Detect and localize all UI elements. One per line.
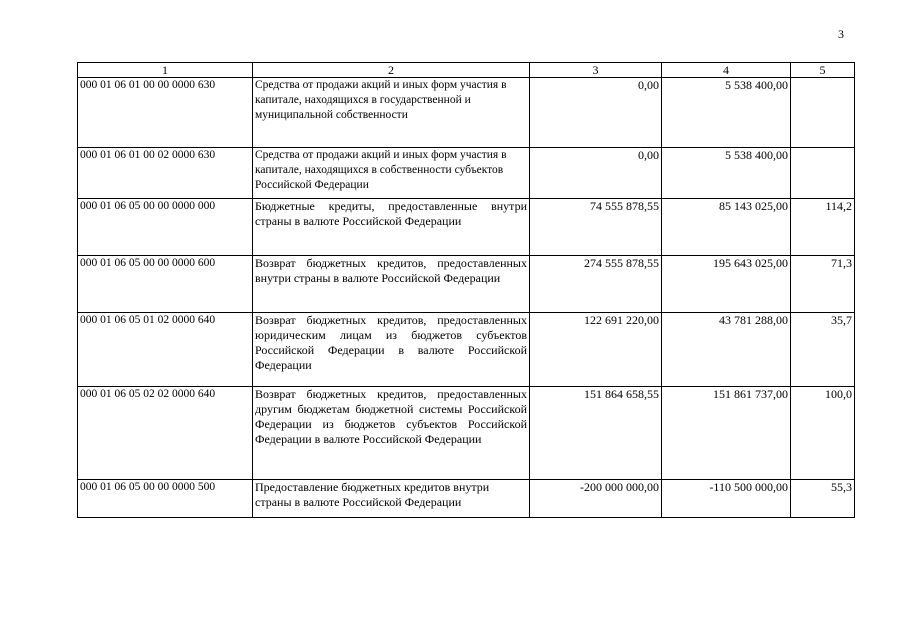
row-value-col4: 5 538 400,00 — [662, 78, 791, 148]
column-header-3: 3 — [530, 63, 662, 78]
row-value-col5: 114,2 — [791, 199, 855, 256]
row-code: 000 01 06 05 00 00 0000 600 — [78, 256, 253, 313]
row-value-col3: 74 555 878,55 — [530, 199, 662, 256]
page-number: 3 — [838, 27, 844, 41]
row-name: Предоставление бюджетных кредитов внутри страны в валюте Российской Федерации — [253, 480, 530, 518]
row-value-col3: 122 691 220,00 — [530, 313, 662, 387]
row-value-col4: -110 500 000,00 — [662, 480, 791, 518]
row-value-col4: 85 143 025,00 — [662, 199, 791, 256]
column-header-5: 5 — [791, 63, 855, 78]
row-value-col4: 5 538 400,00 — [662, 148, 791, 199]
row-value-col4: 43 781 288,00 — [662, 313, 791, 387]
budget-sources-table — [77, 62, 855, 518]
row-name: Средства от продажи акций и иных форм участия в капитале, находящихся в государственной и муниципальной собственности — [253, 78, 530, 148]
table-row — [78, 78, 855, 148]
table-row — [78, 387, 855, 480]
row-value-col3: 274 555 878,55 — [530, 256, 662, 313]
row-name: Бюджетные кредиты, предоставленные внутри страны в валюте Российской Федерации — [253, 199, 530, 256]
table-header — [78, 63, 855, 78]
row-name: Средства от продажи акций и иных форм участия в капитале, находящихся в собственности субъектов Российской Федерации — [253, 148, 530, 199]
table-row — [78, 256, 855, 313]
row-value-col5: 55,3 — [791, 480, 855, 518]
row-name: Возврат бюджетных кредитов, предоставленных юридическим лицам из бюджетов субъектов Российской Федерации в валюте Российской Федерации — [253, 313, 530, 387]
column-header-4: 4 — [662, 63, 791, 78]
row-value-col3: -200 000 000,00 — [530, 480, 662, 518]
row-code: 000 01 06 01 00 00 0000 630 — [78, 78, 253, 148]
row-code: 000 01 06 05 01 02 0000 640 — [78, 313, 253, 387]
table-row — [78, 480, 855, 518]
table-row — [78, 199, 855, 256]
row-value-col3: 151 864 658,55 — [530, 387, 662, 480]
row-value-col3: 0,00 — [530, 78, 662, 148]
row-code: 000 01 06 05 00 00 0000 500 — [78, 480, 253, 518]
row-value-col5 — [791, 148, 855, 199]
table-row — [78, 313, 855, 387]
table-row — [78, 148, 855, 199]
row-value-col3: 0,00 — [530, 148, 662, 199]
row-code: 000 01 06 05 02 02 0000 640 — [78, 387, 253, 480]
row-value-col5: 71,3 — [791, 256, 855, 313]
table-body — [78, 78, 855, 518]
column-header-2: 2 — [253, 63, 530, 78]
row-name: Возврат бюджетных кредитов, предоставленных другим бюджетам бюджетной системы Российской Федерации из бюджетов субъектов Российской Федерации в валюте Российской Федерации — [253, 387, 530, 480]
row-value-col4: 195 643 025,00 — [662, 256, 791, 313]
row-value-col5 — [791, 78, 855, 148]
row-value-col5: 100,0 — [791, 387, 855, 480]
row-value-col4: 151 861 737,00 — [662, 387, 791, 480]
row-code: 000 01 06 05 00 00 0000 000 — [78, 199, 253, 256]
row-name: Возврат бюджетных кредитов, предоставленных внутри страны в валюте Российской Федерации — [253, 256, 530, 313]
header-row — [78, 63, 855, 78]
row-code: 000 01 06 01 00 02 0000 630 — [78, 148, 253, 199]
column-header-1: 1 — [78, 63, 253, 78]
row-value-col5: 35,7 — [791, 313, 855, 387]
